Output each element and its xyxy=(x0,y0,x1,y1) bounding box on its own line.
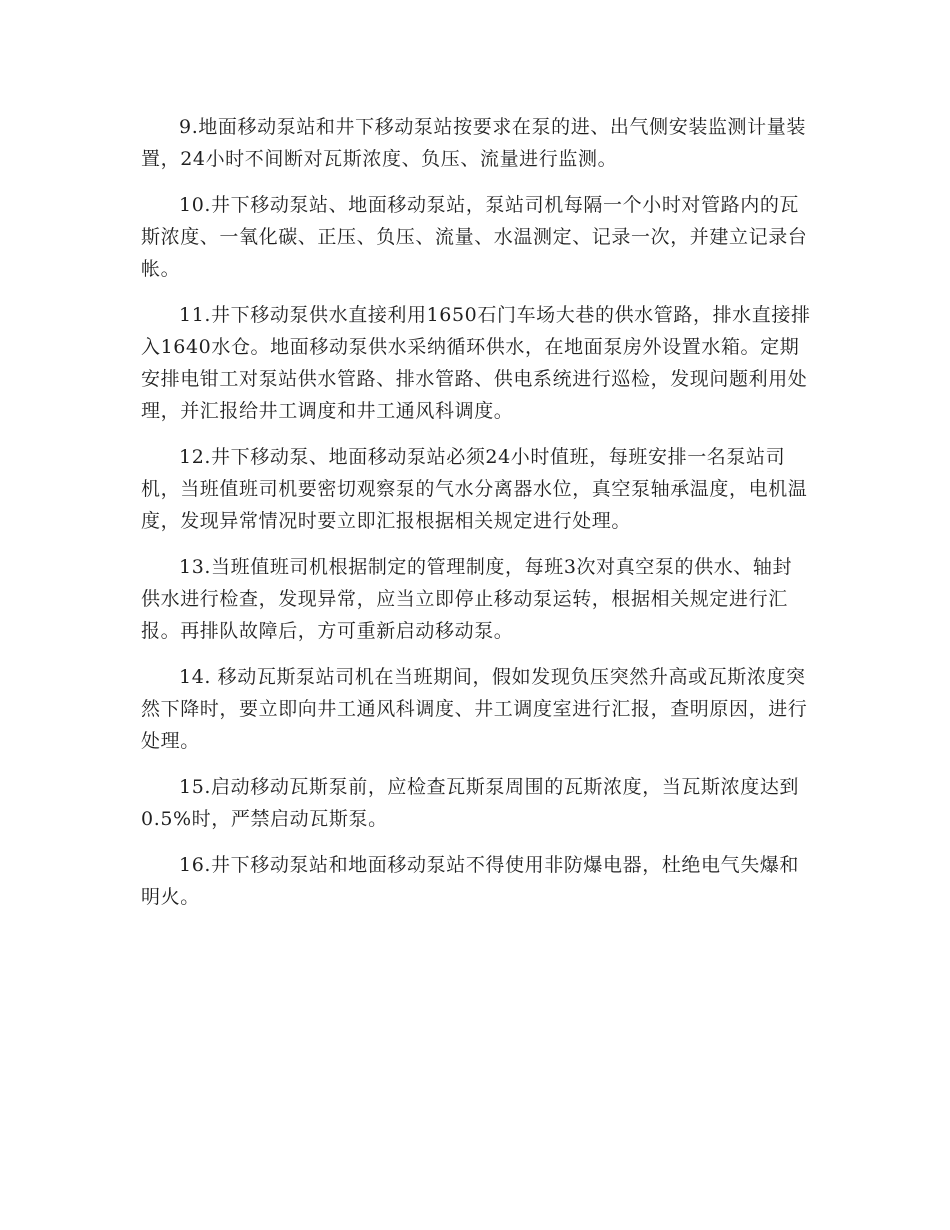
paragraph-item-9: 9.地面移动泵站和井下移动泵站按要求在泵的进、出气侧安装监测计量装置，24小时不间断对瓦斯浓度、负压、流量进行监测。 xyxy=(141,116,806,170)
paragraph-item-12: 12.井下移动泵、地面移动泵站必须24小时值班，每班安排一名泵站司机，当班值班司机要密切观察泵的气水分离器水位，真空泵轴承温度，电机温度，发现异常情况时要立即汇报根据相关规定进行处理。 xyxy=(141,446,808,532)
paragraph-item-15: 15.启动移动瓦斯泵前，应检查瓦斯泵周围的瓦斯浓度，当瓦斯浓度达到0.5%时，严禁启动瓦斯泵。 xyxy=(141,776,800,830)
paragraph-item-13: 13.当班值班司机根据制定的管理制度，每班3次对真空泵的供水、轴封供水进行检查，发现异常，应当立即停止移动泵运转，根据相关规定进行汇报。再排队故障后，方可重新启动移动泵。 xyxy=(141,556,793,642)
paragraph-item-10: 10.井下移动泵站、地面移动泵站，泵站司机每隔一个小时对管路内的瓦斯浓度、一氧化碳、正压、负压、流量、水温测定、记录一次，并建立记录台帐。 xyxy=(141,194,808,280)
paragraph-item-14: 14. 移动瓦斯泵站司机在当班期间，假如发现负压突然升高或瓦斯浓度突然下降时，要立即向井工通风科调度、井工调度室进行汇报，查明原因，进行处理。 xyxy=(141,666,808,752)
paragraph-item-11: 11.井下移动泵供水直接利用1650石门车场大巷的供水管路，排水直接排入1640水仓。地面移动泵供水采纳循环供水，在地面泵房外设置水箱。定期安排电钳工对泵站供水管路、排水管路、供电系统进行巡检，发现问题利用处理，并汇报给井工调度和井工通风科调度。 xyxy=(141,304,811,422)
document-body xyxy=(141,111,811,927)
paragraph-item-16: 16.井下移动泵站和地面移动泵站不得使用非防爆电器，杜绝电气失爆和明火。 xyxy=(141,854,800,908)
